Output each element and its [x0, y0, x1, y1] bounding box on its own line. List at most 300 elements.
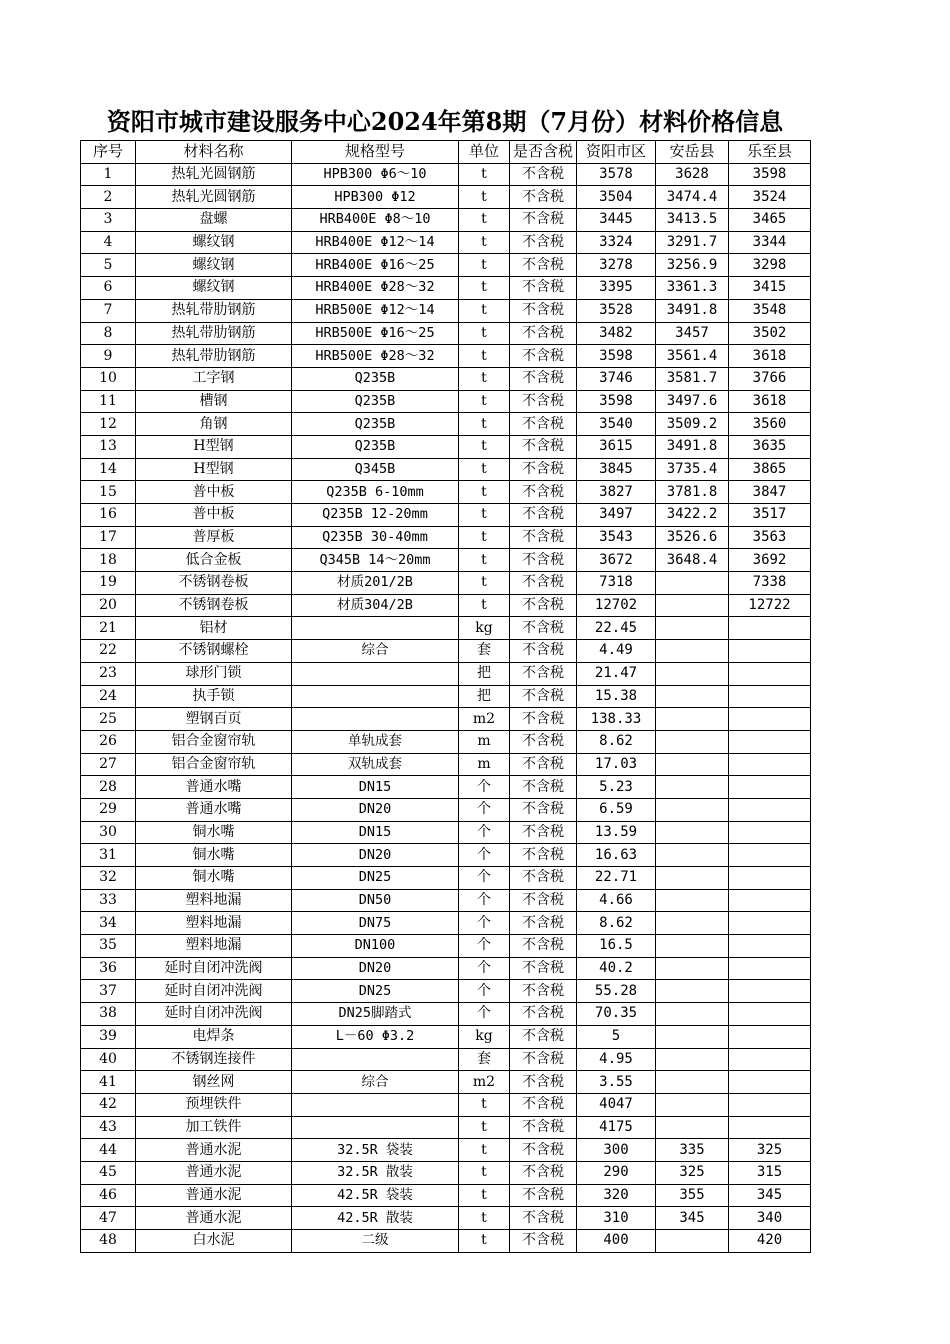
cell-spec [292, 685, 459, 708]
table-row [81, 345, 811, 368]
cell-lezhi-price: 3692 [729, 549, 811, 572]
cell-material-name: 普中板 [136, 481, 292, 504]
cell-spec [292, 708, 459, 731]
cell-ziyang-price: 55.28 [577, 980, 656, 1003]
cell-index: 23 [81, 662, 136, 685]
cell-tax: 不含税 [510, 163, 577, 186]
cell-spec [292, 662, 459, 685]
cell-ziyang-price: 3528 [577, 299, 656, 322]
table-row [81, 685, 811, 708]
cell-ziyang-price: 4.49 [577, 640, 656, 663]
cell-material-name: 钢丝网 [136, 1071, 292, 1094]
cell-spec: DN20 [292, 798, 459, 821]
cell-lezhi-price [729, 1071, 811, 1094]
cell-index: 43 [81, 1116, 136, 1139]
cell-anyue-price [656, 1003, 729, 1026]
cell-unit: t [459, 345, 510, 368]
cell-index: 37 [81, 980, 136, 1003]
cell-lezhi-price: 3618 [729, 390, 811, 413]
cell-tax: 不含税 [510, 504, 577, 527]
cell-tax: 不含税 [510, 254, 577, 277]
cell-spec: DN25 [292, 867, 459, 890]
cell-ziyang-price: 22.71 [577, 867, 656, 890]
cell-ziyang-price: 70.35 [577, 1003, 656, 1026]
cell-index: 39 [81, 1025, 136, 1048]
cell-spec: DN25 [292, 980, 459, 1003]
cell-lezhi-price: 3502 [729, 322, 811, 345]
cell-ziyang-price: 8.62 [577, 912, 656, 935]
cell-unit: t [459, 1230, 510, 1253]
header-tax: 是否含税 [510, 141, 577, 164]
cell-index: 22 [81, 640, 136, 663]
cell-ziyang-price: 400 [577, 1230, 656, 1253]
table-row [81, 231, 811, 254]
cell-tax: 不含税 [510, 345, 577, 368]
cell-index: 21 [81, 617, 136, 640]
cell-ziyang-price: 3746 [577, 367, 656, 390]
cell-index: 25 [81, 708, 136, 731]
cell-unit: t [459, 504, 510, 527]
cell-material-name: 槽钢 [136, 390, 292, 413]
cell-ziyang-price: 3845 [577, 458, 656, 481]
cell-anyue-price [656, 1230, 729, 1253]
cell-anyue-price: 3526.6 [656, 526, 729, 549]
cell-spec [292, 1048, 459, 1071]
cell-ziyang-price: 4.95 [577, 1048, 656, 1071]
cell-anyue-price [656, 867, 729, 890]
cell-ziyang-price: 17.03 [577, 753, 656, 776]
cell-spec: 42.5R 袋装 [292, 1184, 459, 1207]
cell-lezhi-price [729, 617, 811, 640]
cell-tax: 不含税 [510, 367, 577, 390]
table-row [81, 549, 811, 572]
cell-unit: t [459, 1093, 510, 1116]
header-anyue-price: 安岳县 [656, 141, 729, 164]
cell-material-name: 普通水泥 [136, 1207, 292, 1230]
cell-anyue-price: 355 [656, 1184, 729, 1207]
cell-spec: DN15 [292, 776, 459, 799]
cell-unit: t [459, 1161, 510, 1184]
cell-tax: 不含税 [510, 1093, 577, 1116]
cell-ziyang-price: 12702 [577, 594, 656, 617]
cell-lezhi-price [729, 1048, 811, 1071]
table-row [81, 980, 811, 1003]
cell-unit: t [459, 277, 510, 300]
cell-unit: t [459, 390, 510, 413]
cell-index: 24 [81, 685, 136, 708]
cell-lezhi-price: 420 [729, 1230, 811, 1253]
table-row [81, 277, 811, 300]
cell-anyue-price [656, 844, 729, 867]
cell-spec: DN20 [292, 957, 459, 980]
cell-anyue-price: 3648.4 [656, 549, 729, 572]
cell-tax: 不含税 [510, 322, 577, 345]
cell-unit: 个 [459, 867, 510, 890]
table-row [81, 776, 811, 799]
cell-spec: Q235B 30-40mm [292, 526, 459, 549]
table-row [81, 1048, 811, 1071]
cell-tax: 不含税 [510, 935, 577, 958]
cell-index: 15 [81, 481, 136, 504]
cell-index: 5 [81, 254, 136, 277]
cell-anyue-price: 3781.8 [656, 481, 729, 504]
cell-tax: 不含税 [510, 277, 577, 300]
cell-index: 4 [81, 231, 136, 254]
cell-lezhi-price [729, 708, 811, 731]
cell-index: 31 [81, 844, 136, 867]
cell-tax: 不含税 [510, 708, 577, 731]
cell-tax: 不含税 [510, 299, 577, 322]
table-row [81, 413, 811, 436]
cell-material-name: 工字钢 [136, 367, 292, 390]
cell-index: 45 [81, 1161, 136, 1184]
cell-anyue-price [656, 1071, 729, 1094]
header-spec: 规格型号 [292, 141, 459, 164]
cell-lezhi-price: 325 [729, 1139, 811, 1162]
cell-spec: 双轨成套 [292, 753, 459, 776]
cell-unit: 套 [459, 1048, 510, 1071]
cell-unit: m [459, 753, 510, 776]
cell-index: 19 [81, 572, 136, 595]
cell-ziyang-price: 3445 [577, 209, 656, 232]
cell-tax: 不含税 [510, 844, 577, 867]
cell-lezhi-price [729, 844, 811, 867]
price-table [80, 140, 811, 1253]
cell-anyue-price: 3581.7 [656, 367, 729, 390]
cell-ziyang-price: 3827 [577, 481, 656, 504]
cell-material-name: 延时自闭冲洗阀 [136, 957, 292, 980]
cell-index: 7 [81, 299, 136, 322]
cell-material-name: H型钢 [136, 435, 292, 458]
cell-material-name: 螺纹钢 [136, 231, 292, 254]
cell-index: 44 [81, 1139, 136, 1162]
cell-lezhi-price: 3298 [729, 254, 811, 277]
cell-index: 47 [81, 1207, 136, 1230]
cell-ziyang-price: 5.23 [577, 776, 656, 799]
cell-unit: kg [459, 1025, 510, 1048]
cell-tax: 不含税 [510, 685, 577, 708]
table-row [81, 1184, 811, 1207]
cell-ziyang-price: 3497 [577, 504, 656, 527]
cell-anyue-price: 3561.4 [656, 345, 729, 368]
cell-tax: 不含税 [510, 730, 577, 753]
cell-index: 6 [81, 277, 136, 300]
cell-ziyang-price: 310 [577, 1207, 656, 1230]
cell-unit: 个 [459, 935, 510, 958]
cell-spec: HPB300 Φ6～10 [292, 163, 459, 186]
cell-spec: HRB500E Φ16～25 [292, 322, 459, 345]
cell-tax: 不含税 [510, 231, 577, 254]
cell-lezhi-price: 3548 [729, 299, 811, 322]
cell-tax: 不含税 [510, 867, 577, 890]
cell-ziyang-price: 16.63 [577, 844, 656, 867]
table-row [81, 1093, 811, 1116]
cell-unit: 个 [459, 776, 510, 799]
cell-tax: 不含税 [510, 776, 577, 799]
cell-tax: 不含税 [510, 957, 577, 980]
cell-anyue-price [656, 889, 729, 912]
cell-index: 16 [81, 504, 136, 527]
cell-anyue-price: 3735.4 [656, 458, 729, 481]
cell-tax: 不含税 [510, 481, 577, 504]
cell-material-name: 不锈钢卷板 [136, 572, 292, 595]
cell-anyue-price [656, 912, 729, 935]
cell-ziyang-price: 22.45 [577, 617, 656, 640]
cell-spec: Q235B [292, 367, 459, 390]
cell-anyue-price [656, 1048, 729, 1071]
table-row [81, 662, 811, 685]
cell-spec [292, 617, 459, 640]
cell-lezhi-price [729, 640, 811, 663]
cell-lezhi-price: 340 [729, 1207, 811, 1230]
cell-unit: t [459, 163, 510, 186]
cell-index: 29 [81, 798, 136, 821]
cell-material-name: 螺纹钢 [136, 254, 292, 277]
cell-material-name: H型钢 [136, 458, 292, 481]
cell-anyue-price: 3497.6 [656, 390, 729, 413]
cell-unit: t [459, 572, 510, 595]
cell-anyue-price: 325 [656, 1161, 729, 1184]
table-row [81, 254, 811, 277]
cell-lezhi-price [729, 957, 811, 980]
cell-unit: 把 [459, 662, 510, 685]
cell-anyue-price [656, 935, 729, 958]
cell-material-name: 热轧光圆钢筋 [136, 186, 292, 209]
cell-tax: 不含税 [510, 1116, 577, 1139]
cell-index: 28 [81, 776, 136, 799]
cell-material-name: 执手锁 [136, 685, 292, 708]
table-row [81, 458, 811, 481]
cell-tax: 不含税 [510, 617, 577, 640]
cell-material-name: 铝合金窗帘轨 [136, 753, 292, 776]
cell-unit: t [459, 299, 510, 322]
cell-tax: 不含税 [510, 413, 577, 436]
cell-unit: t [459, 481, 510, 504]
cell-lezhi-price: 3563 [729, 526, 811, 549]
table-row [81, 1003, 811, 1026]
cell-spec: HRB400E Φ12～14 [292, 231, 459, 254]
cell-anyue-price [656, 640, 729, 663]
cell-material-name: 预埋铁件 [136, 1093, 292, 1116]
cell-unit: t [459, 1139, 510, 1162]
table-row [81, 1025, 811, 1048]
cell-anyue-price: 3491.8 [656, 299, 729, 322]
cell-anyue-price: 3491.8 [656, 435, 729, 458]
cell-index: 12 [81, 413, 136, 436]
cell-index: 40 [81, 1048, 136, 1071]
cell-tax: 不含税 [510, 1184, 577, 1207]
cell-index: 26 [81, 730, 136, 753]
cell-index: 14 [81, 458, 136, 481]
cell-tax: 不含税 [510, 1003, 577, 1026]
cell-lezhi-price [729, 1025, 811, 1048]
cell-tax: 不含税 [510, 1048, 577, 1071]
cell-spec: 32.5R 袋装 [292, 1139, 459, 1162]
cell-unit: t [459, 367, 510, 390]
cell-lezhi-price [729, 935, 811, 958]
table-row [81, 1071, 811, 1094]
cell-tax: 不含税 [510, 1139, 577, 1162]
cell-material-name: 螺纹钢 [136, 277, 292, 300]
cell-index: 42 [81, 1093, 136, 1116]
table-row [81, 186, 811, 209]
cell-ziyang-price: 3278 [577, 254, 656, 277]
cell-lezhi-price: 3524 [729, 186, 811, 209]
cell-index: 46 [81, 1184, 136, 1207]
cell-unit: m [459, 730, 510, 753]
table-row [81, 163, 811, 186]
table-row [81, 798, 811, 821]
cell-index: 27 [81, 753, 136, 776]
cell-material-name: 热轧带肋钢筋 [136, 322, 292, 345]
cell-anyue-price: 3474.4 [656, 186, 729, 209]
cell-spec: Q235B [292, 413, 459, 436]
table-row [81, 526, 811, 549]
cell-anyue-price [656, 798, 729, 821]
cell-ziyang-price: 3672 [577, 549, 656, 572]
cell-material-name: 延时自闭冲洗阀 [136, 1003, 292, 1026]
cell-tax: 不含税 [510, 526, 577, 549]
cell-unit: t [459, 231, 510, 254]
cell-spec: DN100 [292, 935, 459, 958]
cell-index: 2 [81, 186, 136, 209]
cell-lezhi-price: 3465 [729, 209, 811, 232]
cell-anyue-price [656, 708, 729, 731]
cell-lezhi-price: 3415 [729, 277, 811, 300]
cell-unit: t [459, 209, 510, 232]
cell-unit: t [459, 526, 510, 549]
table-row [81, 481, 811, 504]
cell-material-name: 普通水嘴 [136, 798, 292, 821]
cell-anyue-price [656, 957, 729, 980]
table-row [81, 730, 811, 753]
table-row [81, 617, 811, 640]
cell-tax: 不含税 [510, 662, 577, 685]
cell-anyue-price [656, 1093, 729, 1116]
cell-lezhi-price: 3766 [729, 367, 811, 390]
cell-anyue-price: 3457 [656, 322, 729, 345]
cell-lezhi-price [729, 980, 811, 1003]
cell-material-name: 角钢 [136, 413, 292, 436]
cell-anyue-price [656, 980, 729, 1003]
cell-ziyang-price: 16.5 [577, 935, 656, 958]
cell-spec: L－60 Φ3.2 [292, 1025, 459, 1048]
cell-lezhi-price [729, 753, 811, 776]
table-row [81, 1207, 811, 1230]
cell-index: 18 [81, 549, 136, 572]
cell-spec [292, 1093, 459, 1116]
cell-lezhi-price [729, 867, 811, 890]
cell-anyue-price: 3413.5 [656, 209, 729, 232]
cell-anyue-price [656, 776, 729, 799]
cell-unit: 把 [459, 685, 510, 708]
cell-spec: Q235B 6-10mm [292, 481, 459, 504]
cell-tax: 不含税 [510, 549, 577, 572]
cell-unit: t [459, 1207, 510, 1230]
cell-unit: 个 [459, 798, 510, 821]
cell-lezhi-price [729, 1003, 811, 1026]
table-row [81, 1116, 811, 1139]
cell-index: 35 [81, 935, 136, 958]
cell-tax: 不含税 [510, 640, 577, 663]
cell-tax: 不含税 [510, 390, 577, 413]
cell-index: 34 [81, 912, 136, 935]
cell-ziyang-price: 138.33 [577, 708, 656, 731]
cell-lezhi-price: 7338 [729, 572, 811, 595]
cell-anyue-price: 345 [656, 1207, 729, 1230]
cell-index: 30 [81, 821, 136, 844]
cell-spec: 二级 [292, 1230, 459, 1253]
cell-anyue-price: 3628 [656, 163, 729, 186]
cell-tax: 不含税 [510, 821, 577, 844]
cell-lezhi-price: 3517 [729, 504, 811, 527]
cell-unit: m2 [459, 708, 510, 731]
cell-lezhi-price [729, 912, 811, 935]
cell-tax: 不含税 [510, 594, 577, 617]
cell-spec: 单轨成套 [292, 730, 459, 753]
cell-anyue-price: 3509.2 [656, 413, 729, 436]
cell-unit: 套 [459, 640, 510, 663]
cell-material-name: 白水泥 [136, 1230, 292, 1253]
table-header-row [81, 141, 811, 164]
cell-unit: t [459, 1184, 510, 1207]
cell-tax: 不含税 [510, 912, 577, 935]
cell-material-name: 加工铁件 [136, 1116, 292, 1139]
cell-lezhi-price [729, 1116, 811, 1139]
cell-spec: DN75 [292, 912, 459, 935]
cell-material-name: 铜水嘴 [136, 844, 292, 867]
table-row [81, 572, 811, 595]
cell-anyue-price [656, 572, 729, 595]
cell-index: 9 [81, 345, 136, 368]
cell-ziyang-price: 3.55 [577, 1071, 656, 1094]
cell-anyue-price: 3422.2 [656, 504, 729, 527]
cell-anyue-price [656, 1025, 729, 1048]
cell-material-name: 普通水泥 [136, 1184, 292, 1207]
table-row [81, 435, 811, 458]
cell-unit: 个 [459, 821, 510, 844]
cell-spec: Q235B [292, 435, 459, 458]
cell-spec: 32.5R 散装 [292, 1161, 459, 1184]
cell-anyue-price [656, 753, 729, 776]
cell-ziyang-price: 5 [577, 1025, 656, 1048]
cell-index: 11 [81, 390, 136, 413]
cell-tax: 不含税 [510, 458, 577, 481]
cell-ziyang-price: 3598 [577, 345, 656, 368]
cell-spec: HRB400E Φ16～25 [292, 254, 459, 277]
cell-unit: t [459, 186, 510, 209]
cell-index: 10 [81, 367, 136, 390]
cell-ziyang-price: 4047 [577, 1093, 656, 1116]
cell-spec: DN50 [292, 889, 459, 912]
cell-lezhi-price: 12722 [729, 594, 811, 617]
cell-unit: t [459, 413, 510, 436]
table-row [81, 1161, 811, 1184]
cell-tax: 不含税 [510, 572, 577, 595]
table-row [81, 935, 811, 958]
cell-tax: 不含税 [510, 1230, 577, 1253]
cell-unit: 个 [459, 980, 510, 1003]
header-ziyang-price: 资阳市区 [577, 141, 656, 164]
table-row [81, 322, 811, 345]
cell-anyue-price [656, 594, 729, 617]
header-unit: 单位 [459, 141, 510, 164]
cell-anyue-price [656, 662, 729, 685]
cell-unit: kg [459, 617, 510, 640]
table-row [81, 708, 811, 731]
cell-anyue-price [656, 821, 729, 844]
cell-material-name: 塑料地漏 [136, 912, 292, 935]
